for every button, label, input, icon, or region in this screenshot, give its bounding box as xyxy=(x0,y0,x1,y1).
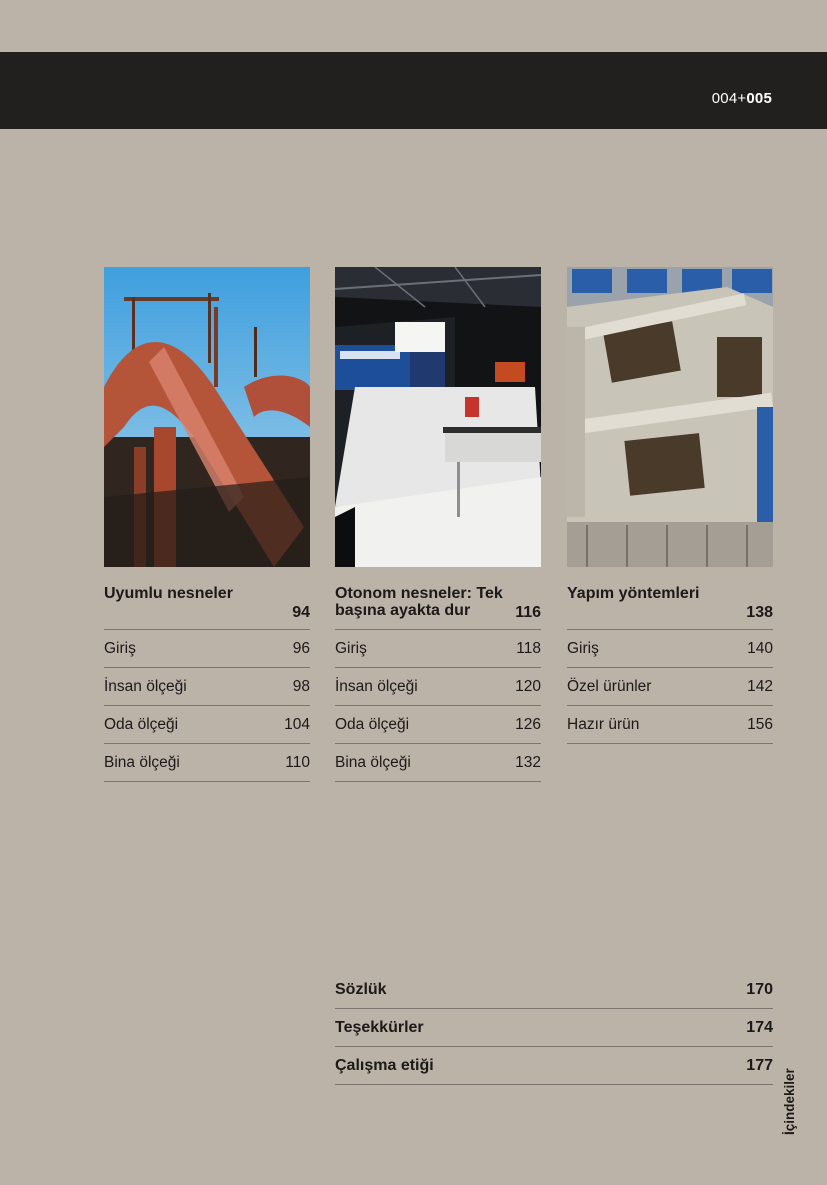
section-heading xyxy=(567,585,773,630)
toc-page: 126 xyxy=(515,715,541,733)
toc-label: Giriş xyxy=(567,639,599,657)
toc-row[interactable] xyxy=(335,668,541,706)
toc-label: Oda ölçeği xyxy=(335,715,410,733)
section-heading xyxy=(335,585,541,630)
appendix-page: 174 xyxy=(746,1018,773,1036)
toc-label: İnsan ölçeği xyxy=(104,677,187,695)
appendix-label: Sözlük xyxy=(335,980,387,998)
toc-label: Bina ölçeği xyxy=(335,753,411,771)
page-number xyxy=(712,90,772,107)
toc-page: 142 xyxy=(747,677,773,695)
appendix-label: Teşekkürler xyxy=(335,1018,424,1036)
toc-page: 132 xyxy=(515,753,541,771)
page-number-right: 005 xyxy=(746,90,772,107)
section-title: Uyumlu nesneler xyxy=(104,585,233,602)
toc-row[interactable] xyxy=(567,630,773,668)
toc-row[interactable] xyxy=(567,706,773,744)
toc-page: 96 xyxy=(292,639,310,657)
section-page: 138 xyxy=(746,604,773,621)
section-column-3 xyxy=(567,267,773,744)
toc-page: 140 xyxy=(747,639,773,657)
appendix-page: 177 xyxy=(746,1056,773,1074)
toc-label: Giriş xyxy=(104,639,136,657)
toc-page: 118 xyxy=(516,639,541,657)
side-section-label: İçindekiler xyxy=(782,1068,797,1135)
section-title: Otonom nesneler: Tek başına ayakta dur xyxy=(335,585,503,619)
section-page: 116 xyxy=(515,604,541,621)
toc-row[interactable] xyxy=(335,744,541,782)
toc-label: Özel ürünler xyxy=(567,677,652,695)
exhibition-stand-photo xyxy=(335,267,541,567)
toc-row[interactable] xyxy=(335,706,541,744)
toc-row[interactable] xyxy=(104,744,310,782)
toc-label: Bina ölçeği xyxy=(104,753,180,771)
toc-label: İnsan ölçeği xyxy=(335,677,418,695)
toc-row[interactable] xyxy=(567,668,773,706)
header-bar xyxy=(0,52,827,129)
appendix-row[interactable] xyxy=(335,1047,773,1085)
toc-row[interactable] xyxy=(335,630,541,668)
toc-label: Giriş xyxy=(335,639,367,657)
appendix-page: 170 xyxy=(746,980,773,998)
section-page: 94 xyxy=(292,604,310,621)
appendix-row[interactable] xyxy=(335,1009,773,1047)
page-number-left: 004+ xyxy=(711,90,747,107)
toc-page: 120 xyxy=(515,677,541,695)
toc-row[interactable] xyxy=(104,706,310,744)
toc-row[interactable] xyxy=(104,668,310,706)
toc-page: 110 xyxy=(285,753,310,771)
industrial-blast-furnace-photo xyxy=(104,267,310,567)
toc-label: Oda ölçeği xyxy=(104,715,179,733)
section-column-1 xyxy=(104,267,310,782)
toc-page: 104 xyxy=(284,715,310,733)
toc-row[interactable] xyxy=(104,630,310,668)
appendix-list xyxy=(335,971,773,1085)
toc-page: 156 xyxy=(747,715,773,733)
section-heading xyxy=(104,585,310,630)
section-title: Yapım yöntemleri xyxy=(567,585,700,602)
section-column-2 xyxy=(335,267,541,782)
toc-page: 98 xyxy=(292,677,310,695)
toc-label: Hazır ürün xyxy=(567,715,640,733)
appendix-label: Çalışma etiği xyxy=(335,1056,434,1074)
appendix-row[interactable] xyxy=(335,971,773,1009)
building-facade-reflection-photo xyxy=(567,267,773,567)
